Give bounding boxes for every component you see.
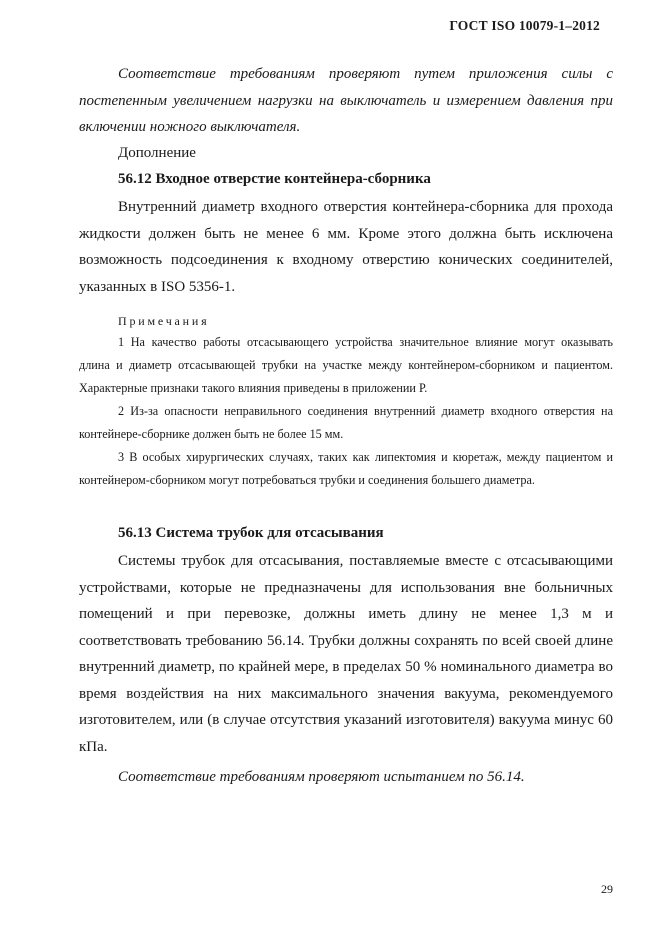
tubing-system-paragraph: Системы трубок для отсасывания, поставляемые вместе с отсасывающими устройствами, которые не предназначены для использования вне больничных помещений и при перевозке, должны иметь длину не менее 1,3 м и соответствовать требованию 56.14. Трубки должны сохранять по всей своей длине внутренний диаметр, по крайней мере, в пределах 50 % номинального диаметра во время воздействия на них максимального значения вакуума, рекомендуемого изготовителем, или (в случае отсутствия указаний изготовителя) вакуума минус 60 кПа. bbox=[79, 553, 613, 755]
standard-header: ГОСТ ISO 10079-1–2012 bbox=[449, 18, 600, 33]
page-number: 29 bbox=[601, 882, 613, 896]
addition-label: Дополнение bbox=[118, 145, 196, 161]
compliance-paragraph-1: Соответствие требованиям проверяют путем приложения силы с постепенным увеличением нагрузки на выключатель и измерением давления при включении ножного выключателя. bbox=[79, 66, 613, 135]
inlet-diameter-paragraph: Внутренний диаметр входного отверстия контейнера-сборника для прохода жидкости должен быть не менее 6 мм. Кроме этого должна быть исключена возможность подсоединения к входному отверстию конических соединителей, указанных в ISO 5356-1. bbox=[79, 199, 613, 295]
notes-title: Примечания bbox=[118, 314, 210, 328]
section-heading-56-12: 56.12 Входное отверстие контейнера-сборника bbox=[118, 171, 431, 187]
section-heading-56-13: 56.13 Система трубок для отсасывания bbox=[118, 525, 384, 541]
note-1: 1 На качество работы отсасывающего устройства значительное влияние могут оказывать длина и диаметр отсасывающей трубки на участке между контейнером-сборником и пациентом. Характерные признаки такого влияния приведены в приложении Р. bbox=[79, 335, 613, 395]
note-3: 3 В особых хирургических случаях, таких как липектомия и кюретаж, между пациентом и контейнером-сборником могут потребоваться трубки и соединения большего диаметра. bbox=[79, 450, 613, 487]
note-2: 2 Из-за опасности неправильного соединения внутренний диаметр входного отверстия на контейнере-сборнике должен быть не более 15 мм. bbox=[79, 404, 613, 441]
compliance-paragraph-2: Соответствие требованиям проверяют испытанием по 56.14. bbox=[118, 769, 525, 785]
